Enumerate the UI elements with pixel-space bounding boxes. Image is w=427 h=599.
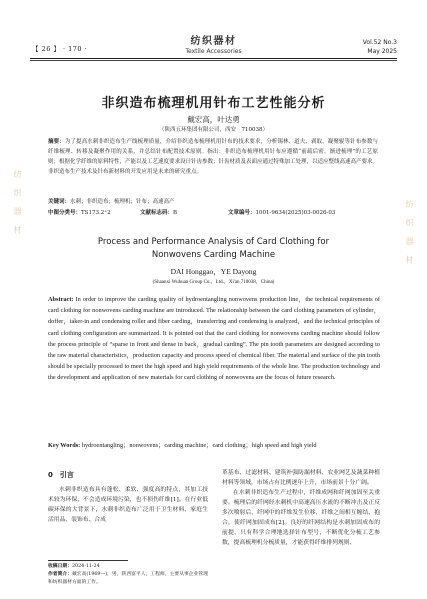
doc-code-value: B <box>173 210 178 216</box>
paper-title-cn: 非织造布梳理机用针布工艺性能分析 <box>101 96 326 111</box>
section-heading: 0 引言 <box>48 471 74 479</box>
doc-code-label: 文献标志码： <box>140 210 174 216</box>
abstract-label-en: Abstract: <box>48 296 74 303</box>
body-paragraph: 在水刺非织造布生产过程中，纤维成网和纤网加固至关重要。梳理后的纤网经水刺机中高速高压水流的不断冲击及正反多次喷射后，纤网中的纤维发生位移，纤维之间相互缠结、抱合，使纤网加固成布[2]。良好的纤网结构是水刺加固成布的前提，只有科学合理地选择针布型号，不断优化分梳工艺参数，提高梳理机分梳质量，才能获得纤维排列规则、 <box>222 490 380 546</box>
clc-label: 中图分类号： <box>48 210 82 216</box>
paper-title-en <box>0 236 427 262</box>
abstract-cn <box>48 137 378 177</box>
issue-date: May 2025 <box>367 48 397 55</box>
affiliation-en: (Shaanxi Wuhuan Group Co.，Ltd.，Xi'an 710038，China) <box>152 280 275 285</box>
watermark-right: 纺 织 器 材 <box>405 200 414 268</box>
footnotes <box>48 563 210 587</box>
abstract-label-cn: 摘要： <box>48 139 65 145</box>
keywords-cn <box>48 197 378 205</box>
issue-info <box>363 38 397 56</box>
body-column-right <box>222 468 380 548</box>
article-number-value: 1001-9634(2025)03-0026-03 <box>255 210 336 216</box>
journal-name-en: Textile Accessories <box>185 48 242 55</box>
authors-cn: 戴宏高，叶达勇 <box>187 115 240 124</box>
body-column-left <box>48 468 208 525</box>
keywords-text-cn: 水刺；非织造布；梳理机；针布；高速高产 <box>70 199 175 205</box>
paper-title-en-line2: Nonwovens Carding Machine <box>151 250 276 260</box>
author-bio-label: 作者简介： <box>48 572 72 577</box>
keywords-text-en: hydroentangling；nonwovens；carding machine；card clothing；high speed and high yield <box>81 442 317 449</box>
abstract-en <box>48 294 380 384</box>
received-date: 2024-11-24 <box>72 564 100 569</box>
footnote-rule <box>48 560 128 561</box>
body-paragraph: 水刺非织造布具有蓬松、柔软、强度高的特点，其加工技术较为环保，不会造成环境污染，也不损伤纤维[1]。在行业低碳环保的大背景下，水刺非织造布广泛用于卫生材料、家庭生活用品、装饰布、合成 <box>48 487 208 523</box>
classification-line <box>48 208 378 216</box>
watermark-left: 纺 织 器 材 <box>13 170 22 238</box>
clc-value: TS173.2⁺2 <box>81 210 111 216</box>
page-number: 【 26 】 · 170 · <box>32 45 88 53</box>
authors-en: DAI Honggao，YE Dayong <box>170 267 257 276</box>
header-rule <box>30 58 397 59</box>
journal-name-cn: 纺织器材 <box>190 36 237 47</box>
received-label: 收稿日期： <box>48 564 72 569</box>
volume-number: Vol.52 No.3 <box>362 39 397 46</box>
author-bio: 戴宏高(1969—)，男，陕西富平人，工程师，主要从事企业管理和纺织器材方面的工作。 <box>48 572 208 585</box>
paper-title-en-line1: Process and Performance Analysis of Card Clothing for <box>97 237 330 247</box>
keywords-en <box>48 440 380 451</box>
article-number-label: 文章编号： <box>228 210 256 216</box>
abstract-text-en: In order to improve the carding quality of hydroentangling nonwovens production line，the technical requirements of card clothing for nonwovens carding machine are introduced. The relationship between the card clothing parameters of cylinder，doffer，taker-in and condensing roller and fiber carding，transferring and condensing is analyzed，and the technical principles of card clothing configuration are summarized. It is pointed out that the card clothing for nonwovens carding machine should follow the process principle of “sparse in front and dense in back，gradual carding”. The pin tooth parameters are designed according to the raw material characteristics，production capacity and process speed of chemical fiber. The material and surface of the pin tooth should be specially processed to meet the high speed and high yield requirements of the whole line. The production technology and the development and application of new materials for card clothing of nonwovens are the focus of future research. <box>48 296 380 382</box>
keywords-label-en: Key Words: <box>48 442 81 449</box>
keywords-label-cn: 关键词： <box>48 199 71 205</box>
body-paragraph: 革基布、过滤材料、建筑补强防漏材料、农业网艺及蔬菜种植材料等领域，市场占有比例逐年上升，市场前景十分广阔。 <box>222 470 380 486</box>
header-rule-thin <box>30 60 397 61</box>
affiliation-cn: （陕西五环集团有限公司，西安 710038） <box>159 127 268 133</box>
abstract-text-cn: 为了提高水刺非织造布生产线梳理质量，介绍非织造布梳理机用针布的技术要求，分析锡林、道夫、剥取、凝聚辊等针布参数与纤维梳理、转移及凝聚作用的关系，并总结针布配置技术原则。指出：非织造布梳理机用针布应遵循“前疏后密，渐进梳理”的工艺原则；根据化学纤维的原料特性，产能以及工艺速度要求设计针齿参数；针齿材质及表面应通过特殊加工处理，以适应整线高速高产要求。非织造布生产技术及针布新材料的开发应用是未来的研究重点。 <box>48 139 379 175</box>
